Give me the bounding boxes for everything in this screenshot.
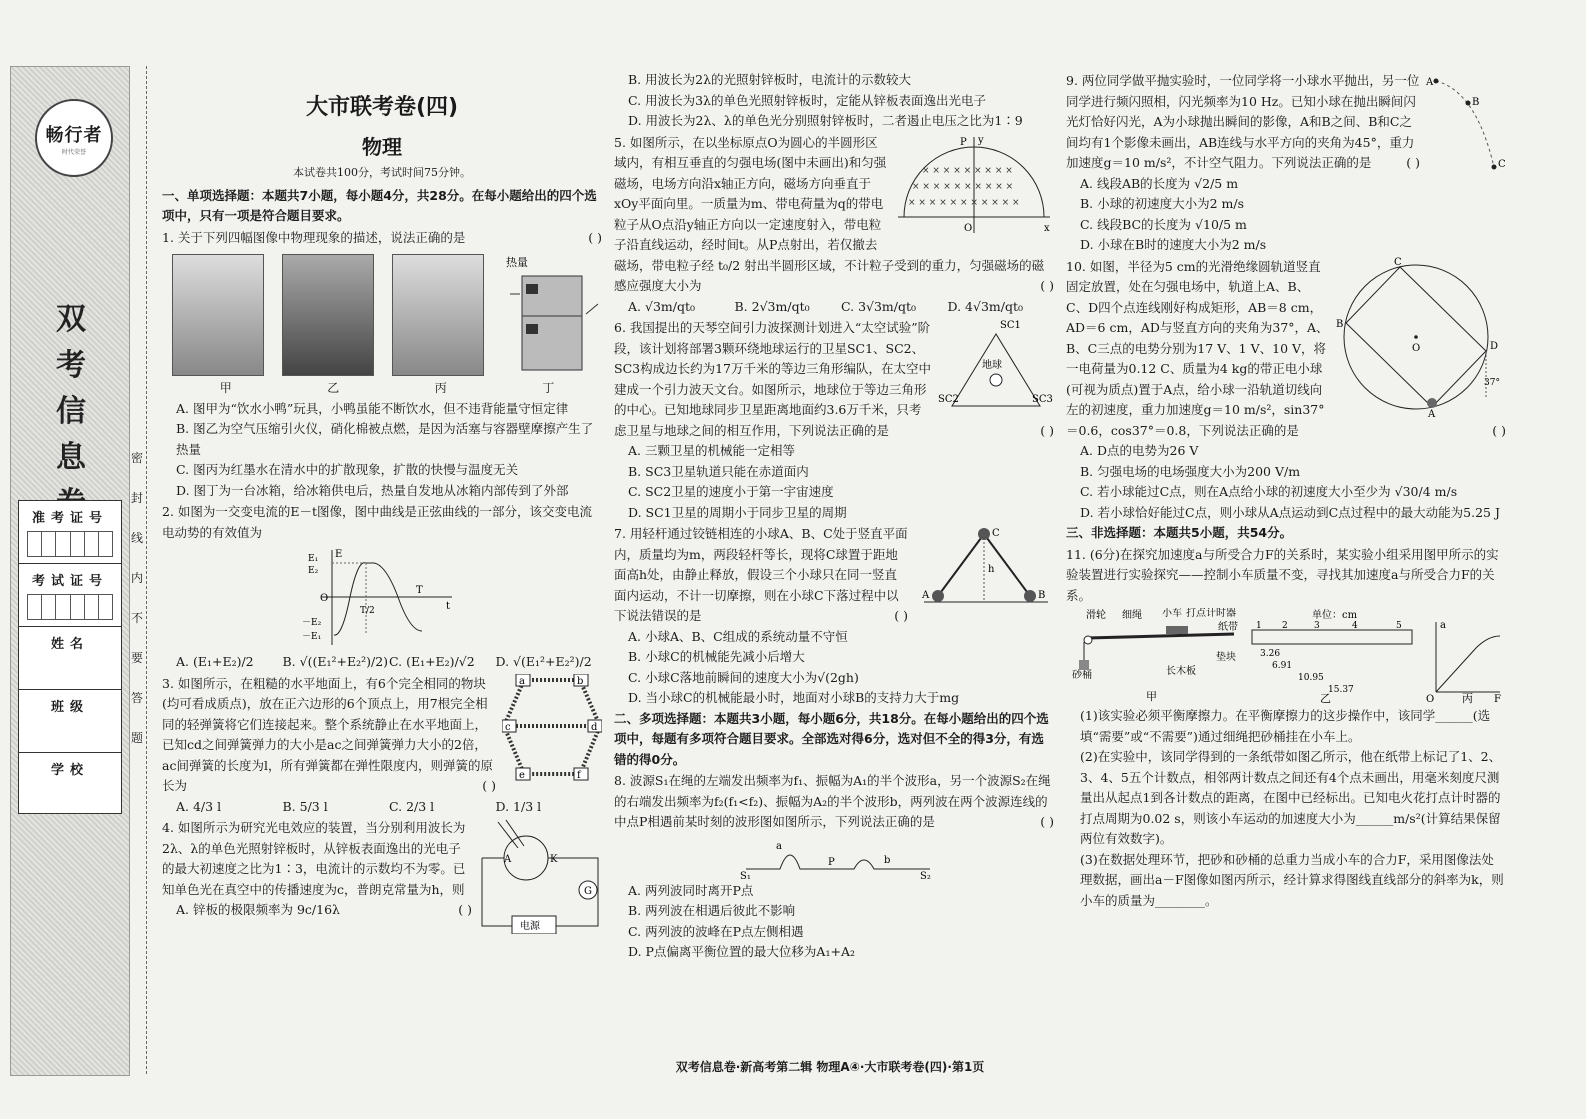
- q6-block: [614, 318, 1054, 441]
- svg-text:T: T: [416, 585, 423, 596]
- svg-text:6.91: 6.91: [1272, 661, 1293, 671]
- q6-option-c: C. SC2卫星的速度小于第一宇宙速度: [628, 484, 834, 499]
- svg-text:5: 5: [1396, 621, 1402, 631]
- q2-et-graph: [302, 545, 462, 650]
- svg-text:B: B: [1038, 590, 1046, 601]
- svg-text:C: C: [1498, 159, 1506, 170]
- q4-option-a: A. 锌板的极限频率为 9c/16λ: [176, 902, 340, 917]
- q7-hinged-balls: [914, 524, 1054, 614]
- q1-captions: 甲 乙 丙 丁: [219, 381, 555, 395]
- svg-text:B: B: [1336, 318, 1344, 330]
- q4-option-d: D. 用波长为2λ、λ的单色光分别照射锌板时，二者遏止电压之比为1∶9: [628, 113, 1023, 128]
- q3-option-b: B. 5/3 l: [282, 798, 328, 814]
- info-label: 班级: [50, 700, 89, 715]
- q9-option-d: D. 小球在B时的速度大小为2 m/s: [1080, 237, 1267, 252]
- svg-text:× × × × × × × × ×: × × × × × × × × ×: [922, 165, 1013, 176]
- q11-part-2: (2)在实验中，该同学得到的一条纸带如图乙所示，他在纸带上标记了1、2、3、4、5五个计数点，相邻两计数点之间还有4个点未画出，用毫米刻度尺测量出从起点1到各计数点的距离，在图中已经标出。已知电火花打点计时器的打点周期为0.02 s，则该小车运动的加速度大小为______m/s²(计算结果保留两位有效数字)。: [1080, 749, 1502, 846]
- svg-text:S₁: S₁: [740, 870, 751, 879]
- subject-title: 物理: [362, 134, 402, 159]
- q2-option-c: C. (E₁+E₂)/√2: [389, 654, 475, 669]
- info-row: [19, 564, 121, 627]
- exam-note: 本试卷共100分，考试时间75分钟。: [293, 166, 471, 179]
- svg-text:SC3: SC3: [1032, 394, 1053, 405]
- photo-drinking-duck: [172, 254, 264, 376]
- q5-option-a: A. √3m/qt₀: [628, 298, 695, 314]
- svg-text:10.95: 10.95: [1298, 673, 1324, 683]
- info-label: 考试证号: [31, 574, 108, 589]
- svg-text:O: O: [1426, 694, 1435, 704]
- svg-text:T/2: T/2: [360, 606, 375, 616]
- q8-wave-figure: [734, 835, 934, 879]
- q6-option-a: A. 三颗卫星的机械能一定相等: [628, 443, 795, 458]
- svg-text:垫块: 垫块: [1216, 652, 1236, 663]
- q9-projectile-points: [1426, 71, 1506, 175]
- student-info-box: [18, 500, 122, 814]
- svg-text:P: P: [828, 856, 835, 868]
- heat-label: 热量: [506, 256, 528, 269]
- q1-option-a: A. 图甲为“饮水小鸭”玩具，小鸭虽能不断饮水，但不违背能量守恒定律: [176, 400, 569, 416]
- info-label: 学校: [50, 763, 89, 778]
- svg-text:× × × × × × × × × ×: × × × × × × × × × ×: [912, 181, 1014, 192]
- svg-text:B: B: [1472, 97, 1480, 108]
- fridge-diagram: [502, 254, 602, 374]
- q2-stem: 2. 如图为一交变电流的E－t图像，图中曲线是正弦曲线的一部分，该交变电流电动势的有效值为: [162, 504, 593, 540]
- q4-block: [162, 818, 602, 932]
- q7-option-c: C. 小球C落地前瞬间的速度大小为√(2gh): [628, 669, 859, 685]
- q3-hexagon-springs: [502, 674, 602, 786]
- svg-text:d: d: [591, 721, 598, 733]
- svg-text:砂桶: 砂桶: [1072, 670, 1092, 681]
- q5-option-d: D. 4√3m/qt₀: [947, 298, 1023, 314]
- q11-part-3: (3)在数据处理环节，把砂和砂桶的总重力当成小车的合力F，采用图像法处理数据，画出a－F图像如图丙所示，经计算求得图线直线部分的斜率为k，则小车的质量为________。: [1080, 851, 1504, 908]
- q11-stem: 11. (6分)在探究加速度a与所受合力F的关系时，某实验小组采用图甲所示的实验装置进行实验探究——控制小车质量不变，寻找其加速度a与所受合力F的关系。: [1066, 546, 1499, 603]
- svg-text:－E₁: －E₁: [302, 632, 322, 642]
- svg-text:A: A: [504, 854, 512, 865]
- photo-compression: [282, 254, 374, 376]
- logo-text: 畅行者: [45, 124, 103, 146]
- svg-text:电源: 电源: [520, 921, 540, 932]
- q6-option-d: D. SC1卫星的周期小于同步卫星的周期: [628, 504, 847, 520]
- svg-text:2: 2: [1282, 621, 1288, 631]
- exam-title: 大市联考卷(四): [305, 95, 459, 120]
- q10-stem: 10. 如图，半径为5 cm的光滑绝缘圆轨道竖直固定放置，处在匀强电场中，轨道上A、B、C、D四个点连线刚好构成矩形，AB＝8 cm，AD＝6 cm，AD与竖直方向的夹角为37°，A、B、C三点的电势分别为17 V、1 V、10 V，将一电荷量为0.12 C、质量为4 kg的带正电小球(可视为质点)置于A点，给小球一沿轨道切线向左的初速度，重力加速度g＝10 m/s²，sin37°＝0.6，cos37°＝0.8，下列说法正确的是 ( ): [1066, 258, 1506, 438]
- svg-text:a: a: [1440, 620, 1446, 631]
- q6-satellite-triangle: [938, 318, 1054, 414]
- svg-text:O: O: [320, 593, 329, 604]
- info-row: [19, 501, 121, 564]
- svg-text:A: A: [922, 590, 930, 601]
- q2-option-d: D. √(E₁²+E₂²)/2: [495, 654, 592, 669]
- svg-text:× × × × × × × × × ×: × × × × × × × × × × ×: [908, 197, 1020, 208]
- svg-text:h: h: [988, 564, 995, 575]
- info-row: [19, 627, 121, 690]
- info-row: [19, 753, 121, 815]
- id-cells: [27, 531, 113, 557]
- svg-text:F: F: [1494, 694, 1501, 704]
- q1-stem: 1. 关于下列四幅图像中物理现象的描述，说法正确的是 ( ): [162, 229, 602, 245]
- id-cells: [27, 594, 113, 620]
- q10-circle-track: [1336, 257, 1506, 417]
- q9-stem: 9. 两位同学做平抛实验时，一位同学将一小球水平抛出，另一位同学进行频闪照相，闪光频率为10 Hz。已知小球在抛出瞬间闪光灯恰好闪光，A为小球抛出瞬间的影像，A和B之间、B和C之间均有1个影像未画出，AB连线与水平方向的夹角为45°，重力加速度g＝10 m/s²，不计空气阻力。下列说法正确的是 ( ): [1066, 73, 1420, 170]
- svg-text:e: e: [519, 769, 525, 781]
- q7-stem: 7. 用轻杆通过铰链相连的小球A、B、C处于竖直平面内，质量均为m，两段轻杆等长，现将C球置于距地面高h处，由静止释放，假设三个小球只在同一竖直面内运动，不计一切摩擦，则在小球C下落过程中以下说法错误的是 ( ): [614, 526, 908, 623]
- q10-option-a: A. D点的电势为26 V: [1080, 443, 1199, 458]
- q1-option-d: D. 图丁为一台冰箱，给冰箱供电后，热量自发地从冰箱内部传到了外部: [176, 482, 569, 498]
- svg-text:b: b: [884, 854, 891, 866]
- svg-text:滑轮: 滑轮: [1086, 610, 1106, 621]
- q8-option-a: A. 两列波同时离开P点: [628, 882, 754, 898]
- q5-stem: 5. 如图所示，在以坐标原点O为圆心的半圆形区域内，有相互垂直的匀强电场(图中未画出)和匀强磁场，电场方向沿x轴正方向，磁场方向垂直于xOy平面向里。一质量为m、带电荷量为q的带电粒子从O点沿y轴正方向以一定速度射入，带电粒子沿直线运动，经时间t。从P点射出，若仅撤去磁场，带电粒子经 t₀/2 射出半圆形区域，不计粒子受到的重力，匀强磁场的磁感应强度大小为 ( ): [614, 134, 1054, 293]
- svg-text:a: a: [519, 675, 525, 687]
- q1-figures: [162, 254, 602, 376]
- svg-text:丙: 丙: [1462, 692, 1473, 704]
- logo: [35, 99, 113, 177]
- q8-stem: 8. 波源S₁在绳的左端发出频率为f₁、振幅为A₁的半个波形a，另一个波源S₂在绳的右端发出频率为f₂(f₁<f₂)、振幅为A₂的半个波形b，两列波在两个波源连线的中点P相遇前某时刻的波形图如图所示，下列说法正确的是 ( ): [614, 773, 1054, 829]
- svg-text:E₁: E₁: [308, 554, 319, 564]
- q3-option-a: A. 4/3 l: [176, 798, 222, 814]
- q7-block: [614, 524, 1054, 627]
- svg-text:y: y: [978, 134, 984, 146]
- q9-option-b: B. 小球的初速度大小为2 m/s: [1080, 196, 1245, 211]
- section-1-heading: 一、单项选择题：本题共7小题，每小题4分，共28分。在每小题给出的四个选项中，只有一项是符合题目要求。: [162, 187, 597, 223]
- section-2-heading: 二、多项选择题：本题共3小题，每小题6分，共18分。在每小题给出的四个选项中，每题有多项符合题目要求。全部选对得6分，选对但不全的得3分，有选错的得0分。: [614, 710, 1049, 767]
- svg-text:E₂: E₂: [308, 566, 319, 576]
- column-1: [162, 70, 602, 934]
- q9-option-c: C. 线段BC的长度为 √10/5 m: [1080, 216, 1247, 232]
- seal-text: 密封线内不要答题: [130, 451, 143, 745]
- q5-options: [614, 297, 1054, 318]
- q7-option-a: A. 小球A、B、C组成的系统动量不守恒: [628, 628, 848, 644]
- svg-text:O: O: [1412, 342, 1421, 354]
- svg-text:O: O: [964, 222, 973, 234]
- q8-option-d: D. P点偏离平衡位置的最大位移为A₁+A₂: [628, 944, 855, 959]
- svg-text:A: A: [1426, 77, 1434, 88]
- svg-text:地球: 地球: [982, 360, 1002, 371]
- q4-option-c: C. 用波长为3λ的单色光照射锌板时，定能从锌板表面逸出光电子: [628, 92, 986, 108]
- q10-option-b: B. 匀强电场的电场强度大小为200 V/m: [1080, 463, 1301, 479]
- svg-text:c: c: [505, 721, 511, 733]
- svg-text:细绳: 细绳: [1122, 610, 1142, 621]
- svg-text:A: A: [1428, 408, 1436, 417]
- section-3-heading: 三、非选择题：本题共5小题，共54分。: [1066, 525, 1293, 540]
- q2-option-b: B. √((E₁²+E₂²)/2): [282, 654, 389, 669]
- info-row: [19, 690, 121, 753]
- q6-option-b: B. SC3卫星轨道只能在赤道面内: [628, 463, 809, 479]
- column-3: [1066, 70, 1506, 911]
- q5-option-c: C. 3√3m/qt₀: [841, 298, 917, 314]
- info-label: 准考证号: [31, 511, 108, 526]
- q5-semicircle-field: [894, 133, 1054, 237]
- q6-stem: 6. 我国提出的天琴空间引力波探测计划进入“太空试验”阶段，该计划将部署3颗环绕地球运行的卫星SC1、SC2、SC3构成边长约为17万千米的等边三角形编队，在太空中建成一个引力波天文台。如图所示，地球位于等边三角形的中心。已知地球同步卫星距离地面约3.6万千米，只考虑卫星与地球之间的相互作用，下列说法正确的是 ( ): [614, 320, 1054, 438]
- q10-option-d: D. 若小球恰好能过C点，则小球从A点运动到C点过程中的最大动能为5.25 J: [1080, 504, 1500, 520]
- q7-option-b: B. 小球C的机械能先减小后增大: [628, 649, 805, 664]
- svg-text:3.26: 3.26: [1260, 649, 1281, 659]
- svg-text:长木板: 长木板: [1166, 666, 1196, 677]
- svg-text:37°: 37°: [1484, 377, 1500, 388]
- column-2: [614, 70, 1054, 963]
- q3-block: [162, 674, 602, 797]
- page-footer: 双考信息卷·新高考第二辑 物理A④·大市联考卷(四)·第1页: [675, 1060, 985, 1074]
- q4-stem: 4. 如图所示为研究光电效应的装置，当分别利用波长为2λ、λ的单色光照射锌板时，从锌板表面逸出的光电子的最大初速度之比为1∶3，电流计的示数均不为零。已知单色光在真空中的传播速度为c，普朗克常量为h，则 ( ): [162, 820, 472, 917]
- svg-text:－E₂: －E₂: [302, 618, 322, 628]
- q3-option-c: C. 2/3 l: [389, 798, 435, 814]
- q4-option-b: B. 用波长为2λ的光照射锌板时，电流计的示数较大: [628, 72, 912, 87]
- q11-apparatus-figure: [1066, 608, 1506, 704]
- svg-text:f: f: [577, 769, 581, 781]
- svg-text:单位：cm: 单位：cm: [1312, 610, 1358, 621]
- svg-text:纸带: 纸带: [1218, 622, 1238, 633]
- svg-text:4: 4: [1352, 621, 1358, 631]
- vertical-title: 双考信息: [56, 302, 86, 475]
- svg-text:K: K: [550, 854, 558, 865]
- q11-part-1: (1)该实验必须平衡摩擦力。在平衡摩擦力的这步操作中，该同学______(选填“需要”或“不需要”)通过细绳把砂桶挂在小车上。: [1080, 708, 1491, 744]
- q2-option-a: A. (E₁+E₂)/2: [176, 654, 254, 669]
- photo-diffusion: [392, 254, 484, 376]
- svg-text:C: C: [992, 528, 1000, 539]
- q1-option-b: B. 图乙为空气压缩引火仪，硝化棉被点燃，是因为活塞与容器壁摩擦产生了热量: [176, 421, 594, 457]
- svg-text:3: 3: [1314, 621, 1320, 631]
- svg-text:G: G: [584, 886, 592, 897]
- logo-sub: 时代荣誉: [61, 148, 86, 156]
- svg-text:SC1: SC1: [1000, 320, 1021, 331]
- q3-options: [162, 797, 602, 818]
- q9-block: [1066, 71, 1506, 174]
- q5-option-b: B. 2√3m/qt₀: [734, 298, 810, 314]
- q1-option-c: C. 图丙为红墨水在清水中的扩散现象，扩散的快慢与温度无关: [176, 462, 519, 477]
- svg-text:1: 1: [1256, 621, 1262, 631]
- q3-option-d: D. 1/3 l: [495, 798, 542, 814]
- q9-option-a: A. 线段AB的长度为 √2/5 m: [1080, 175, 1239, 191]
- svg-text:甲: 甲: [1146, 690, 1157, 703]
- svg-text:t: t: [446, 601, 451, 612]
- svg-text:b: b: [577, 675, 584, 687]
- q10-option-c: C. 若小球能过C点，则在A点给小球的初速度大小至少为 √30/4 m/s: [1080, 484, 1458, 499]
- svg-text:P: P: [960, 136, 967, 148]
- svg-text:打点计时器: 打点计时器: [1186, 608, 1236, 619]
- info-label: 姓名: [50, 637, 89, 652]
- svg-text:小车: 小车: [1162, 608, 1182, 619]
- svg-text:E: E: [335, 549, 343, 560]
- svg-text:SC2: SC2: [938, 394, 959, 405]
- svg-text:D: D: [1490, 340, 1499, 352]
- q8-option-b: B. 两列波在相遇后彼此不影响: [628, 903, 796, 918]
- q4-photoelectric-circuit: [478, 818, 602, 934]
- svg-text:x: x: [1044, 222, 1050, 234]
- q7-option-d: D. 当小球C的机械能最小时，地面对小球B的支持力大于mg: [628, 690, 960, 705]
- q3-stem: 3. 如图所示，在粗糙的水平地面上，有6个完全相同的物块(均可看成质点)，放在正六边形的6个顶点上，用7根完全相同的轻弹簧将它们连接起来。整个系统静止在水平地面上，已知cd之间弹簧弹力的大小是ac之间弹簧弹力大小的2倍，ac间弹簧的长度为l，所有弹簧都在弹性限度内，则弹簧的原长为 ( ): [162, 675, 496, 793]
- svg-text:S₂: S₂: [920, 870, 931, 879]
- q8-option-c: C. 两列波的波峰在P点左侧相遇: [628, 923, 804, 939]
- q5-block: [614, 133, 1054, 297]
- svg-text:a: a: [776, 840, 782, 852]
- q10-block: [1066, 257, 1506, 442]
- svg-text:C: C: [1394, 256, 1402, 268]
- q2-options: [162, 652, 602, 673]
- svg-text:乙: 乙: [1320, 692, 1331, 704]
- svg-text:15.37: 15.37: [1328, 685, 1354, 695]
